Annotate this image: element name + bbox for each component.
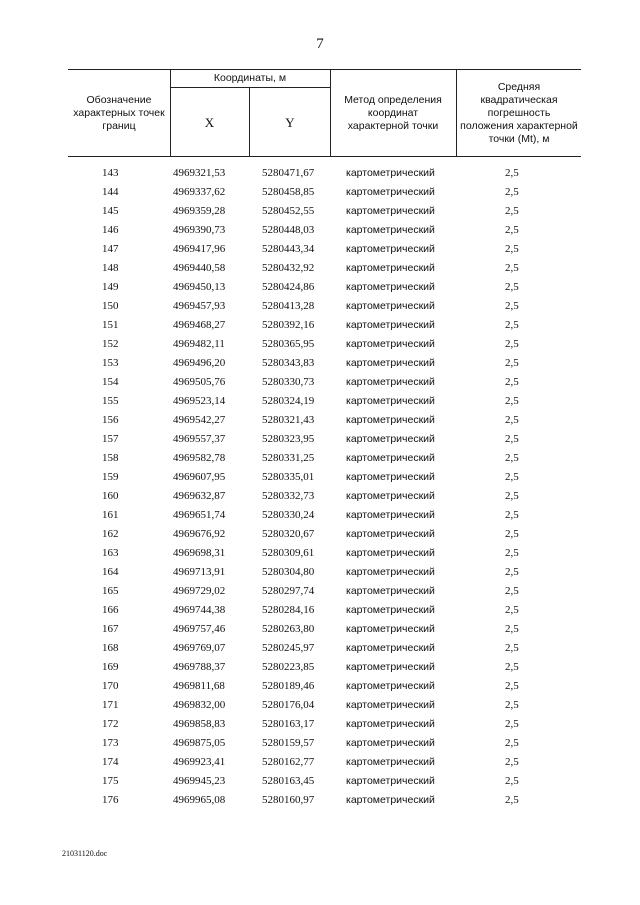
error-value: 2,5 [505,623,519,635]
method: картометрический [346,528,435,540]
x-coordinate: 4969557,37 [173,433,226,445]
error-value: 2,5 [505,642,519,654]
method: картометрический [346,376,435,388]
table-row [68,544,581,563]
point-number: 151 [102,319,119,331]
method: картометрический [346,775,435,787]
error-value: 2,5 [505,262,519,274]
error-value: 2,5 [505,433,519,445]
header-y-label: Y [285,114,295,130]
x-coordinate: 4969651,74 [173,509,226,521]
y-coordinate: 5280189,46 [262,680,315,692]
point-number: 173 [102,737,119,749]
error-value: 2,5 [505,167,519,179]
table-row [68,620,581,639]
point-number: 154 [102,376,119,388]
y-coordinate: 5280343,83 [262,357,315,369]
table-row [68,658,581,677]
table-row [68,525,581,544]
table-row [68,202,581,221]
point-number: 168 [102,642,119,654]
x-coordinate: 4969832,00 [173,699,226,711]
error-value: 2,5 [505,737,519,749]
point-number: 166 [102,604,119,616]
error-value: 2,5 [505,775,519,787]
header-divider [456,70,457,156]
method: картометрический [346,357,435,369]
point-number: 170 [102,680,119,692]
x-coordinate: 4969505,76 [173,376,226,388]
y-coordinate: 5280331,25 [262,452,315,464]
y-coordinate: 5280245,97 [262,642,315,654]
method: картометрический [346,414,435,426]
point-number: 147 [102,243,119,255]
error-value: 2,5 [505,528,519,540]
y-coordinate: 5280424,86 [262,281,315,293]
point-number: 152 [102,338,119,350]
y-coordinate: 5280159,57 [262,737,315,749]
point-number: 146 [102,224,119,236]
point-number: 160 [102,490,119,502]
table-row [68,278,581,297]
table-row [68,373,581,392]
y-coordinate: 5280458,85 [262,186,315,198]
point-number: 171 [102,699,119,711]
table-row [68,582,581,601]
method: картометрический [346,319,435,331]
table-row [68,487,581,506]
y-coordinate: 5280223,85 [262,661,315,673]
y-coordinate: 5280332,73 [262,490,315,502]
point-number: 148 [102,262,119,274]
x-coordinate: 4969729,02 [173,585,226,597]
error-value: 2,5 [505,566,519,578]
x-coordinate: 4969457,93 [173,300,226,312]
method: картометрический [346,262,435,274]
error-value: 2,5 [505,357,519,369]
table-row [68,259,581,278]
error-value: 2,5 [505,680,519,692]
error-value: 2,5 [505,661,519,673]
table-row [68,354,581,373]
x-coordinate: 4969757,46 [173,623,226,635]
y-coordinate: 5280176,04 [262,699,315,711]
point-number: 176 [102,794,119,806]
x-coordinate: 4969337,62 [173,186,226,198]
error-value: 2,5 [505,471,519,483]
x-coordinate: 4969523,14 [173,395,226,407]
y-coordinate: 5280163,17 [262,718,315,730]
header-method-label: Метод определения координат характерной точки [344,93,442,132]
method: картометрический [346,585,435,597]
x-coordinate: 4969417,96 [173,243,226,255]
y-coordinate: 5280448,03 [262,224,315,236]
method: картометрический [346,509,435,521]
y-coordinate: 5280413,28 [262,300,315,312]
point-number: 164 [102,566,119,578]
y-coordinate: 5280330,73 [262,376,315,388]
method: картометрический [346,300,435,312]
page-number: 7 [316,36,324,52]
y-coordinate: 5280163,45 [262,775,315,787]
method: картометрический [346,756,435,768]
error-value: 2,5 [505,205,519,217]
x-coordinate: 4969542,27 [173,414,226,426]
y-coordinate: 5280443,34 [262,243,315,255]
method: картометрический [346,794,435,806]
method: картометрический [346,186,435,198]
point-number: 157 [102,433,119,445]
point-number: 174 [102,756,119,768]
method: картометрический [346,661,435,673]
error-value: 2,5 [505,319,519,331]
y-coordinate: 5280162,77 [262,756,315,768]
table-row [68,601,581,620]
point-number: 165 [102,585,119,597]
y-coordinate: 5280309,61 [262,547,315,559]
table-row [68,563,581,582]
y-coordinate: 5280304,80 [262,566,315,578]
y-coordinate: 5280320,67 [262,528,315,540]
error-value: 2,5 [505,718,519,730]
x-coordinate: 4969788,37 [173,661,226,673]
point-number: 175 [102,775,119,787]
x-coordinate: 4969945,23 [173,775,226,787]
method: картометрический [346,623,435,635]
y-coordinate: 5280452,55 [262,205,315,217]
x-coordinate: 4969390,73 [173,224,226,236]
header-point-label: Обозначение характерных точек границ [73,93,165,132]
method: картометрический [346,680,435,692]
table-row [68,411,581,430]
point-number: 149 [102,281,119,293]
y-coordinate: 5280284,16 [262,604,315,616]
method: картометрический [346,433,435,445]
y-coordinate: 5280471,67 [262,167,315,179]
method: картометрический [346,471,435,483]
error-value: 2,5 [505,300,519,312]
x-coordinate: 4969468,27 [173,319,226,331]
y-coordinate: 5280324,19 [262,395,315,407]
x-coordinate: 4969965,08 [173,794,226,806]
header-coordinates-label: Координаты, м [213,72,287,84]
table-row [68,221,581,240]
x-coordinate: 4969359,28 [173,205,226,217]
y-coordinate: 5280432,92 [262,262,315,274]
table-row [68,164,581,183]
error-value: 2,5 [505,243,519,255]
table-row [68,506,581,525]
point-number: 158 [102,452,119,464]
table-row [68,430,581,449]
x-coordinate: 4969440,58 [173,262,226,274]
point-number: 172 [102,718,119,730]
coordinates-table-body [68,164,581,810]
method: картометрический [346,490,435,502]
table-row [68,715,581,734]
point-number: 153 [102,357,119,369]
method: картометрический [346,566,435,578]
y-coordinate: 5280160,97 [262,794,315,806]
footer-filename: 21031120.doc [62,849,108,858]
point-number: 159 [102,471,119,483]
method: картометрический [346,167,435,179]
x-coordinate: 4969582,78 [173,452,226,464]
y-coordinate: 5280323,95 [262,433,315,445]
y-coordinate: 5280263,80 [262,623,315,635]
error-value: 2,5 [505,281,519,293]
error-value: 2,5 [505,585,519,597]
method: картометрический [346,718,435,730]
x-coordinate: 4969632,87 [173,490,226,502]
table-row [68,335,581,354]
point-number: 163 [102,547,119,559]
table-row [68,639,581,658]
error-value: 2,5 [505,756,519,768]
error-value: 2,5 [505,547,519,559]
x-coordinate: 4969858,83 [173,718,226,730]
error-value: 2,5 [505,395,519,407]
error-value: 2,5 [505,338,519,350]
table-row [68,677,581,696]
point-number: 156 [102,414,119,426]
method: картометрический [346,338,435,350]
method: картометрический [346,452,435,464]
y-coordinate: 5280392,16 [262,319,315,331]
x-coordinate: 4969607,95 [173,471,226,483]
table-row [68,734,581,753]
header-x-label: X [204,114,215,130]
y-coordinate: 5280297,74 [262,585,315,597]
error-value: 2,5 [505,376,519,388]
error-value: 2,5 [505,604,519,616]
point-number: 150 [102,300,119,312]
table-row [68,791,581,810]
table-row [68,696,581,715]
error-value: 2,5 [505,699,519,711]
point-number: 167 [102,623,119,635]
x-coordinate: 4969875,05 [173,737,226,749]
point-number: 161 [102,509,119,521]
method: картометрический [346,642,435,654]
error-value: 2,5 [505,794,519,806]
table-row [68,316,581,335]
table-row [68,468,581,487]
x-coordinate: 4969713,91 [173,566,226,578]
point-number: 145 [102,205,119,217]
table-row [68,449,581,468]
method: картометрический [346,737,435,749]
point-number: 155 [102,395,119,407]
x-coordinate: 4969482,11 [173,338,225,350]
table-row [68,753,581,772]
table-row [68,183,581,202]
method: картометрический [346,281,435,293]
error-value: 2,5 [505,452,519,464]
error-value: 2,5 [505,224,519,236]
y-coordinate: 5280321,43 [262,414,315,426]
method: картометрический [346,547,435,559]
header-error-label: Средняя квадратическая погрешность положения характерной точки (Mt), м [460,80,578,145]
header-divider [330,70,331,156]
point-number: 162 [102,528,119,540]
table-header [68,69,581,157]
method: картометрический [346,205,435,217]
point-number: 144 [102,186,119,198]
table-row [68,772,581,791]
x-coordinate: 4969744,38 [173,604,226,616]
point-number: 143 [102,167,119,179]
x-coordinate: 4969769,07 [173,642,226,654]
x-coordinate: 4969496,20 [173,357,226,369]
point-number: 169 [102,661,119,673]
method: картометрический [346,699,435,711]
x-coordinate: 4969698,31 [173,547,226,559]
y-coordinate: 5280365,95 [262,338,315,350]
y-coordinate: 5280335,01 [262,471,315,483]
x-coordinate: 4969321,53 [173,167,226,179]
table-row [68,240,581,259]
x-coordinate: 4969450,13 [173,281,226,293]
method: картометрический [346,224,435,236]
y-coordinate: 5280330,24 [262,509,315,521]
error-value: 2,5 [505,509,519,521]
table-row [68,297,581,316]
error-value: 2,5 [505,186,519,198]
error-value: 2,5 [505,490,519,502]
error-value: 2,5 [505,414,519,426]
method: картометрический [346,243,435,255]
x-coordinate: 4969676,92 [173,528,226,540]
x-coordinate: 4969923,41 [173,756,226,768]
table-row [68,392,581,411]
method: картометрический [346,604,435,616]
method: картометрический [346,395,435,407]
x-coordinate: 4969811,68 [173,680,225,692]
